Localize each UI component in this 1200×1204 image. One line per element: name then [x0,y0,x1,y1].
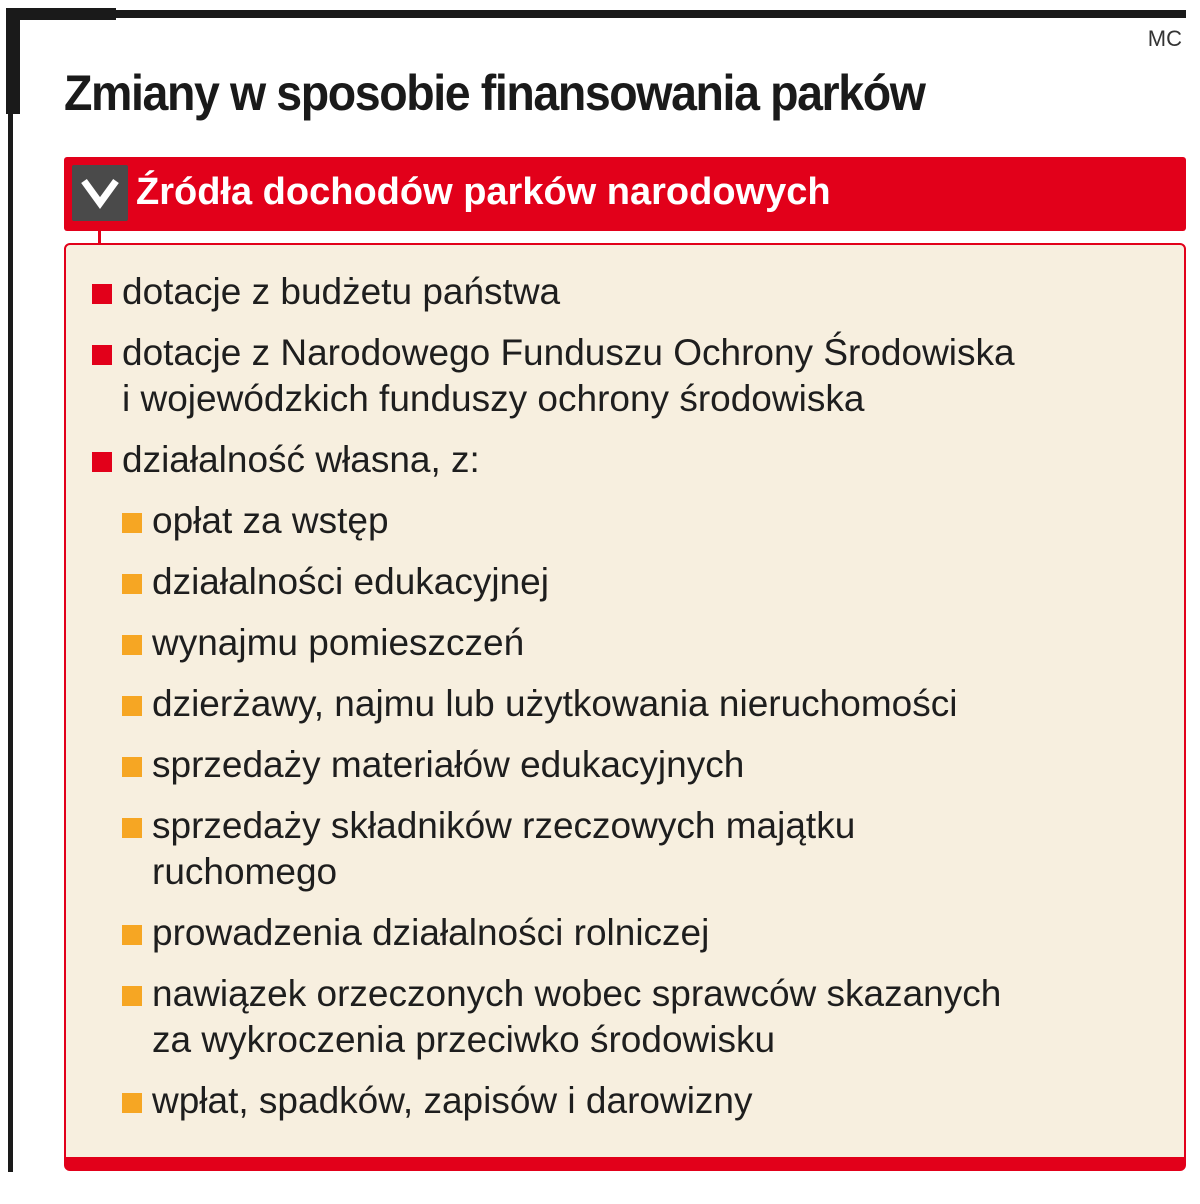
orange-square-bullet-icon [122,818,142,838]
orange-square-bullet-icon [122,986,142,1006]
list-item-text: i wojewódzkich funduszy ochrony środowiska [122,378,865,419]
red-square-bullet-icon [92,284,112,304]
list-item-text: wynajmu pomieszczeń [152,622,525,663]
list-item-text: nawiązek orzeczonych wobec sprawców skazanych [152,973,1002,1014]
income-sources-panel [64,243,1186,1163]
list-item-text: działalność własna, z: [122,439,480,480]
list-item-text: dotacje z Narodowego Funduszu Ochrony Środowiska [122,332,1015,373]
orange-square-bullet-icon [122,925,142,945]
list-item-text: działalności edukacyjnej [152,561,549,602]
page-title: Zmiany w sposobie finansowania parków [64,65,925,121]
chevron-down-icon [72,165,128,221]
orange-square-bullet-icon [122,1093,142,1113]
list-item-text: za wykroczenia przeciwko środowisku [152,1019,776,1060]
list-item-text: dzierżawy, najmu lub użytkowania nieruchomości [152,683,958,724]
orange-square-bullet-icon [122,696,142,716]
red-square-bullet-icon [92,345,112,365]
frame-left-line [8,10,13,1172]
orange-square-bullet-icon [122,513,142,533]
list-item-text: ruchomego [152,851,338,892]
orange-square-bullet-icon [122,635,142,655]
panel-bottom-bar [64,1157,1186,1171]
list-item-text: dotacje z budżetu państwa [122,271,561,312]
list-item-text: sprzedaży materiałów edukacyjnych [152,744,745,785]
list-item-text: prowadzenia działalności rolniczej [152,912,710,953]
credit-label: MC [1147,26,1182,51]
list-item-text: wpłat, spadków, zapisów i darowizny [152,1080,753,1121]
orange-square-bullet-icon [122,757,142,777]
list-item-text: opłat za wstęp [152,500,389,541]
section-header [64,157,1186,231]
section-header-title: Źródła dochodów parków narodowych [136,171,831,213]
red-square-bullet-icon [92,452,112,472]
orange-square-bullet-icon [122,574,142,594]
frame-top-line [10,10,1186,18]
list-item-text: sprzedaży składników rzeczowych majątku [152,805,856,846]
